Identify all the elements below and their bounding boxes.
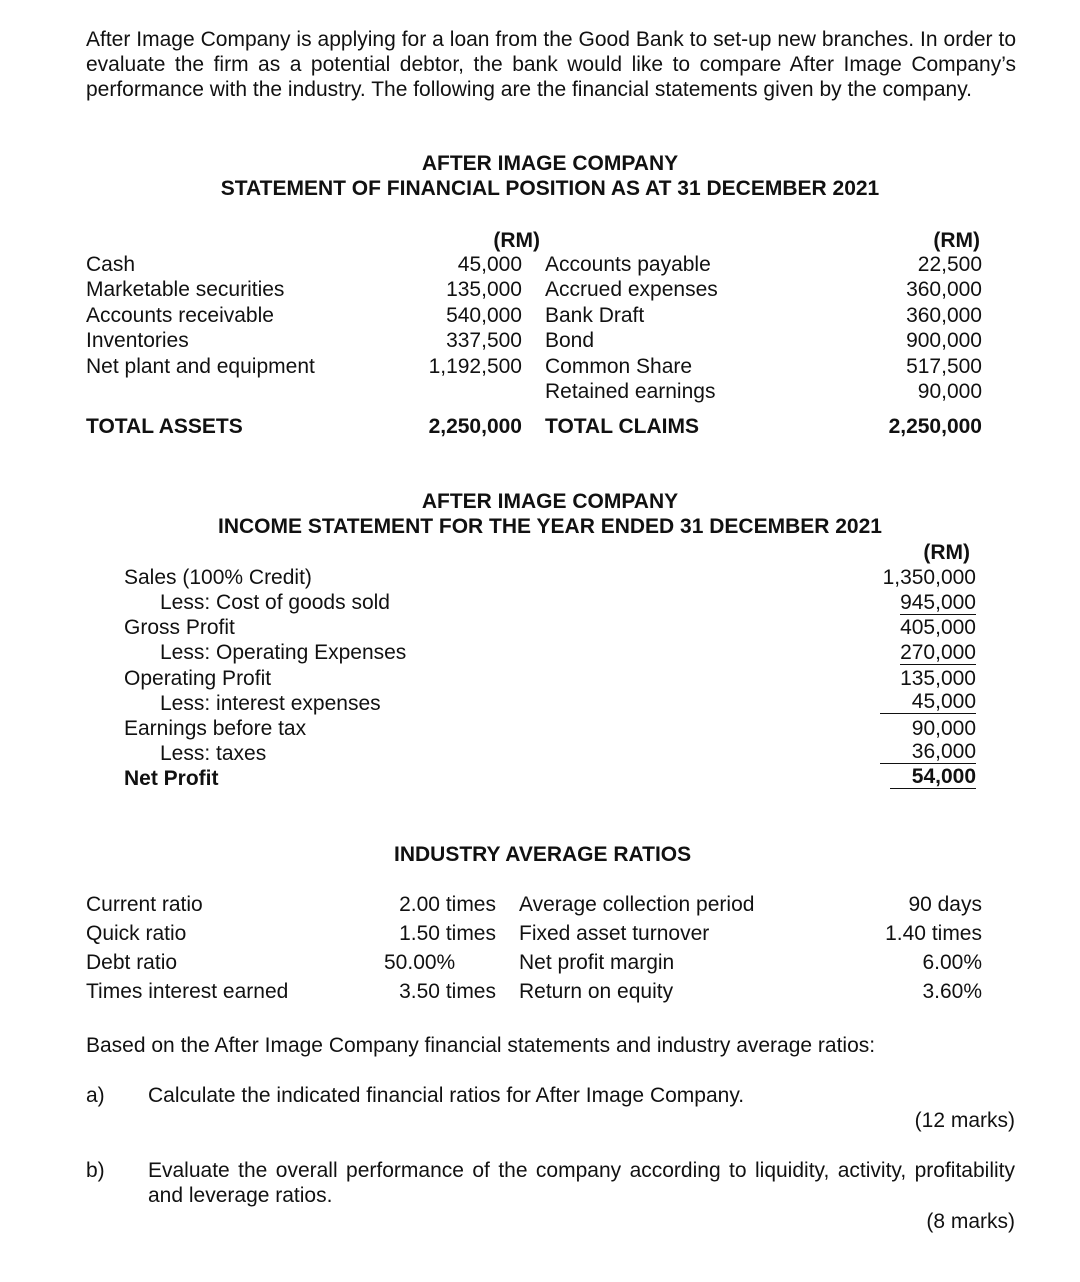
question-b-text: Evaluate the overall performance of the company according to liquidity, activity, profitability and leverage ratios. — [148, 1159, 1015, 1207]
claim-label: Accrued expenses — [545, 278, 718, 302]
is-label-operating-profit: Operating Profit — [124, 667, 272, 690]
is-label-opex: Less: Operating Expenses — [160, 641, 407, 664]
asset-value: 1,192,500 — [428, 354, 522, 378]
claim-label: Bond — [545, 329, 595, 353]
asset-label: Cash — [86, 253, 136, 276]
claim-label: Bank Draft — [545, 303, 645, 327]
is-value-cogs-wrap — [850, 590, 976, 615]
question-a-marks: (12 marks) — [914, 1109, 1015, 1132]
is-label-interest: Less: interest expenses — [160, 692, 381, 715]
claim-values — [860, 252, 982, 404]
question-b-marks: (8 marks) — [926, 1210, 1015, 1233]
question-lead: Based on the After Image Company financial statements and industry average ratios: — [86, 1034, 876, 1057]
asset-value: 540,000 — [446, 303, 522, 327]
ratio-label: Net profit margin — [519, 951, 675, 974]
is-label-sales: Sales (100% Credit) — [124, 566, 312, 589]
asset-value: 337,500 — [446, 329, 522, 353]
is-value-ebt: 90,000 — [911, 717, 976, 740]
is-title: INCOME STATEMENT FOR THE YEAR ENDED 31 DECEMBER 2021 — [218, 515, 882, 538]
ratio-label: Current ratio — [86, 893, 203, 916]
ratio-label: Times interest earned — [86, 980, 289, 1003]
ratio-value: 6.00% — [922, 951, 982, 974]
intro-paragraph: After Image Company is applying for a loan from the Good Bank to set-up new branches. In order to evaluate the firm as a potential debtor, the bank would like to compare After Image Company’s performance with the industry. The following are the financial statements given by the company. — [86, 28, 1016, 101]
ratio-value: 1.40 times — [885, 922, 982, 945]
claim-label: Retained earnings — [545, 379, 716, 403]
is-unit: (RM) — [923, 541, 970, 564]
is-label-taxes: Less: taxes — [160, 742, 267, 765]
claim-labels — [545, 252, 718, 404]
is-label-net-profit: Net Profit — [124, 767, 219, 790]
industry-right-labels — [519, 890, 754, 1006]
claim-value: 517,500 — [906, 354, 982, 378]
total-assets-label: TOTAL ASSETS — [86, 415, 243, 438]
asset-label: Net plant and equipment — [86, 354, 315, 378]
is-value-gross-profit: 405,000 — [900, 616, 976, 639]
is-value-cogs: 945,000 — [900, 591, 976, 614]
asset-labels — [86, 252, 315, 379]
question-a-text: Calculate the indicated financial ratios for After Image Company. — [148, 1084, 745, 1107]
asset-value: 45,000 — [457, 253, 522, 276]
asset-label: Inventories — [86, 329, 189, 353]
total-assets-value: 2,250,000 — [428, 415, 522, 438]
is-value-net-profit: 54,000 — [890, 766, 976, 789]
industry-title: INDUSTRY AVERAGE RATIOS — [394, 843, 692, 866]
bs-company-heading: AFTER IMAGE COMPANY — [421, 152, 679, 175]
asset-values — [400, 252, 522, 379]
total-claims-label: TOTAL CLAIMS — [545, 415, 699, 438]
ratio-value: 3.60% — [922, 980, 982, 1003]
ratio-label: Fixed asset turnover — [519, 922, 710, 945]
is-value-interest: 45,000 — [880, 691, 976, 714]
claim-value: 22,500 — [917, 253, 982, 276]
ratio-label: Debt ratio — [86, 951, 178, 974]
bs-unit-left: (RM) — [493, 229, 540, 252]
is-company-heading: AFTER IMAGE COMPANY — [421, 490, 679, 513]
ratio-label: Quick ratio — [86, 922, 187, 945]
asset-label: Accounts receivable — [86, 303, 274, 327]
ratio-value: 90 days — [908, 893, 982, 916]
is-label-ebt: Earnings before tax — [124, 717, 307, 740]
ratio-value: 2.00 times — [399, 893, 496, 916]
bs-unit-right: (RM) — [933, 229, 980, 252]
is-value-sales: 1,350,000 — [882, 566, 976, 589]
asset-value: 135,000 — [446, 278, 522, 302]
question-b-label: b) — [86, 1159, 105, 1182]
ratio-label: Average collection period — [519, 893, 755, 916]
question-a-label: a) — [86, 1084, 105, 1107]
is-value-operating-profit: 135,000 — [900, 667, 976, 690]
is-value-opex: 270,000 — [900, 641, 976, 664]
industry-left-labels — [86, 890, 288, 1006]
claim-value: 360,000 — [906, 278, 982, 302]
total-claims-value: 2,250,000 — [888, 415, 982, 438]
asset-label: Marketable securities — [86, 278, 285, 302]
is-value-taxes: 36,000 — [880, 741, 976, 764]
industry-right-values — [852, 890, 982, 1006]
ratio-value: 1.50 times — [399, 922, 496, 945]
ratio-value: 3.50 times — [399, 980, 496, 1003]
claim-label: Accounts payable — [545, 253, 711, 276]
is-value-opex-wrap — [850, 640, 976, 665]
bs-title: STATEMENT OF FINANCIAL POSITION AS AT 31 DECEMBER 2021 — [220, 177, 880, 200]
is-label-gross-profit: Gross Profit — [124, 616, 235, 639]
is-label-cogs: Less: Cost of goods sold — [160, 591, 390, 614]
claim-label: Common Share — [545, 354, 693, 378]
ratio-label: Return on equity — [519, 980, 674, 1003]
ratio-value: 50.00% — [384, 951, 456, 974]
claim-value: 360,000 — [906, 303, 982, 327]
claim-value: 90,000 — [917, 379, 982, 403]
claim-value: 900,000 — [906, 329, 982, 353]
